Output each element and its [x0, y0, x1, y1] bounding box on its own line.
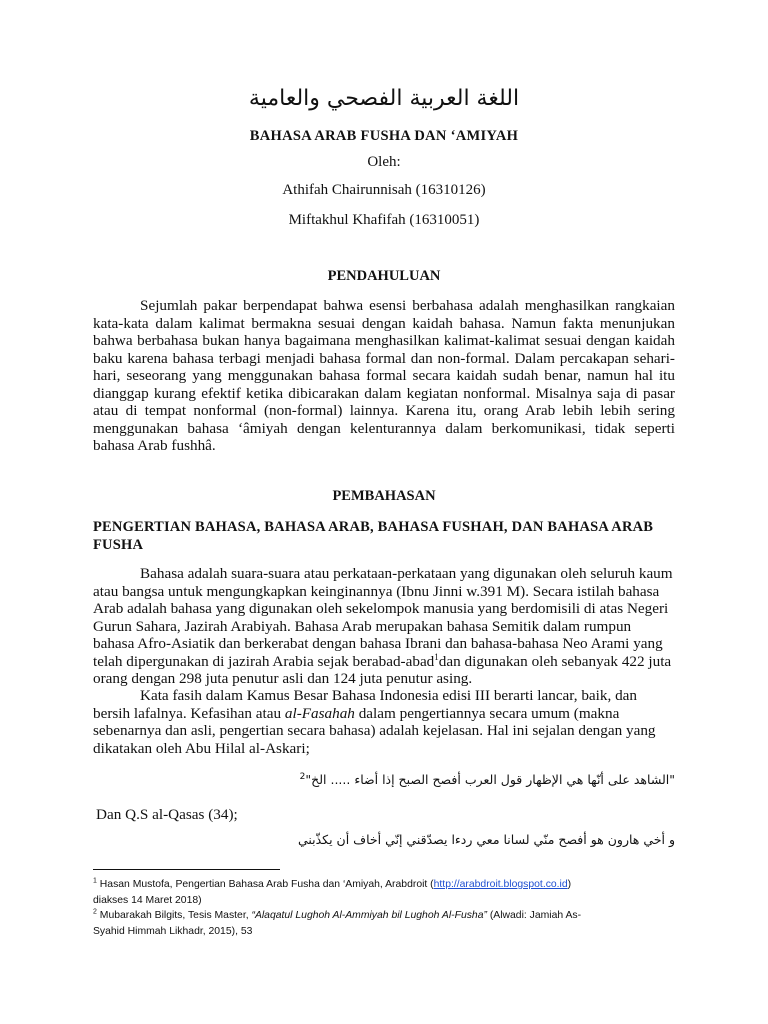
intro-paragraph: Sejumlah pakar berpendapat bahwa esensi berbahasa adalah menghasilkan rangkaian kata-kata dalam kalimat bermakna sesuai dengan kaidah bahasa. Namun fakta menunjukan bahwa berbahasa bukan hanya bagaimana menghasilkan kalimat-kalimat sesuai dengan kaidah baku karena bahasa terbagi menjadi bahasa formal dan non-formal. Dalam percakapan sehari-hari, seseorang yang menggunakan bahasa formal secara kaidah sudah benar, namun hal itu dianggap kurang efektif ketika dibicarakan dalam kegiatan nonformal. Misalnya saja di pasar atau di tempat nonformal (non-formal) lainnya. Karena itu, orang Arab lebih lebih sering menggunakan bahasa ‘âmiyah dengan kelenturannya dalam berkomunikasi, tidak seperti bahasa Arab fushhâ.	[93, 297, 675, 454]
arabic-quote-text: "الشاهد على أنّها هي الإظهار قول العرب أفصح الصبح إذا أضاء ..... الخ"	[305, 772, 675, 787]
footnote-ref-1[interactable]: 1	[434, 651, 439, 662]
footnote-1-text: Hasan Mustofa, Pengertian Bahasa Arab Fusha dan ‘Amiyah, Arabdroit (	[96, 879, 434, 890]
fasih-text-1: Kata fasih dalam Kamus Besar Bahasa Indonesia edisi III berarti lancar, baik, dan bersih lafalnya. Kefasihan atau	[93, 687, 638, 722]
fasahah-term: al-Fasahah	[284, 704, 355, 722]
footnote-ref-2[interactable]: 2	[299, 771, 306, 782]
footnote-2-text-end: (Alwadi: Jamiah As-	[486, 910, 582, 921]
definition-paragraph	[93, 565, 675, 688]
footnote-1	[93, 877, 675, 893]
fasih-text-2: dalam pengertiannya secara umum (makna sebenarnya dan asli, pengertian secara bahasa) adalah kejelasan. Hal ini sejalan dengan yang dikatakan oleh Abu Hilal al-Askari;	[93, 704, 656, 757]
definition-text-end: dan digunakan oleh sebanyak 422 juta orang dengan 298 juta penutur asli dan 124 juta penutur asing.	[93, 652, 672, 687]
intro-heading: PENDAHULUAN	[327, 268, 441, 284]
footnote-1-line2: diakses 14 Maret 2018)	[93, 894, 202, 906]
arabic-quote	[93, 772, 675, 787]
footnote-2-title: “Alaqatul Lughoh Al-Ammiyah bil Lughoh Al-Fusha”	[251, 910, 487, 921]
footnote-1-link[interactable]: http://arabdroit.blogspot.co.id	[433, 879, 568, 890]
definition-text: Bahasa adalah suara-suara atau perkataan-perkataan yang digunakan oleh seluruh kaum atau bangsa untuk mengungkapkan keinginannya (Ibnu Jinni w.391 M). Secara istilah bahasa Arab adalah bahasa yang digunakan oleh sekelompok manusia yang berdomisili di atas Negeri Gurun Sahara, Jazirah Arabiyah. Bahasa Arab merupakan bahasa Semitik dalam rumpun bahasa Afro-Asiatik dan berkerabat dengan bahasa Ibrani dan bahasa-bahasa Neo Arami yang telah dipergunakan di jazirah Arabia sejak berabad-abad	[93, 565, 673, 670]
discussion-subheading: PENGERTIAN BAHASA, BAHASA ARAB, BAHASA FUSHAH, DAN BAHASA ARAB FUSHA	[93, 519, 654, 553]
quran-reference: Dan Q.S al-Qasas (34);	[96, 806, 238, 823]
footnote-1-number: 1	[93, 877, 97, 885]
footnote-2-text: Mubarakah Bilgits, Tesis Master,	[96, 910, 252, 921]
footnote-2-number: 2	[93, 908, 97, 916]
footnotes	[93, 877, 675, 939]
by-label: Oleh:	[367, 154, 401, 170]
footnote-2-line2: Syahid Himmah Likhadr, 2015), 53	[93, 925, 253, 937]
document-title: BAHASA ARAB FUSHA DAN ‘AMIYAH	[249, 128, 519, 144]
footnote-2	[93, 908, 675, 924]
arabic-title: اللغة العربية الفصحي والعامية	[248, 86, 520, 111]
author-2: Miftakhul Khafifah (16310051)	[288, 212, 480, 228]
author-1: Athifah Chairunnisah (16310126)	[282, 182, 486, 198]
discussion-heading: PEMBAHASAN	[332, 488, 436, 504]
footnote-divider	[93, 869, 280, 870]
arabic-verse: و أخي هارون هو أفصح منّي لسانا معي ردءا يصدّقني إنّي أخاف أن يكذّبني	[297, 832, 675, 847]
fasih-paragraph	[93, 687, 675, 757]
footnote-1-close: )	[567, 879, 572, 890]
